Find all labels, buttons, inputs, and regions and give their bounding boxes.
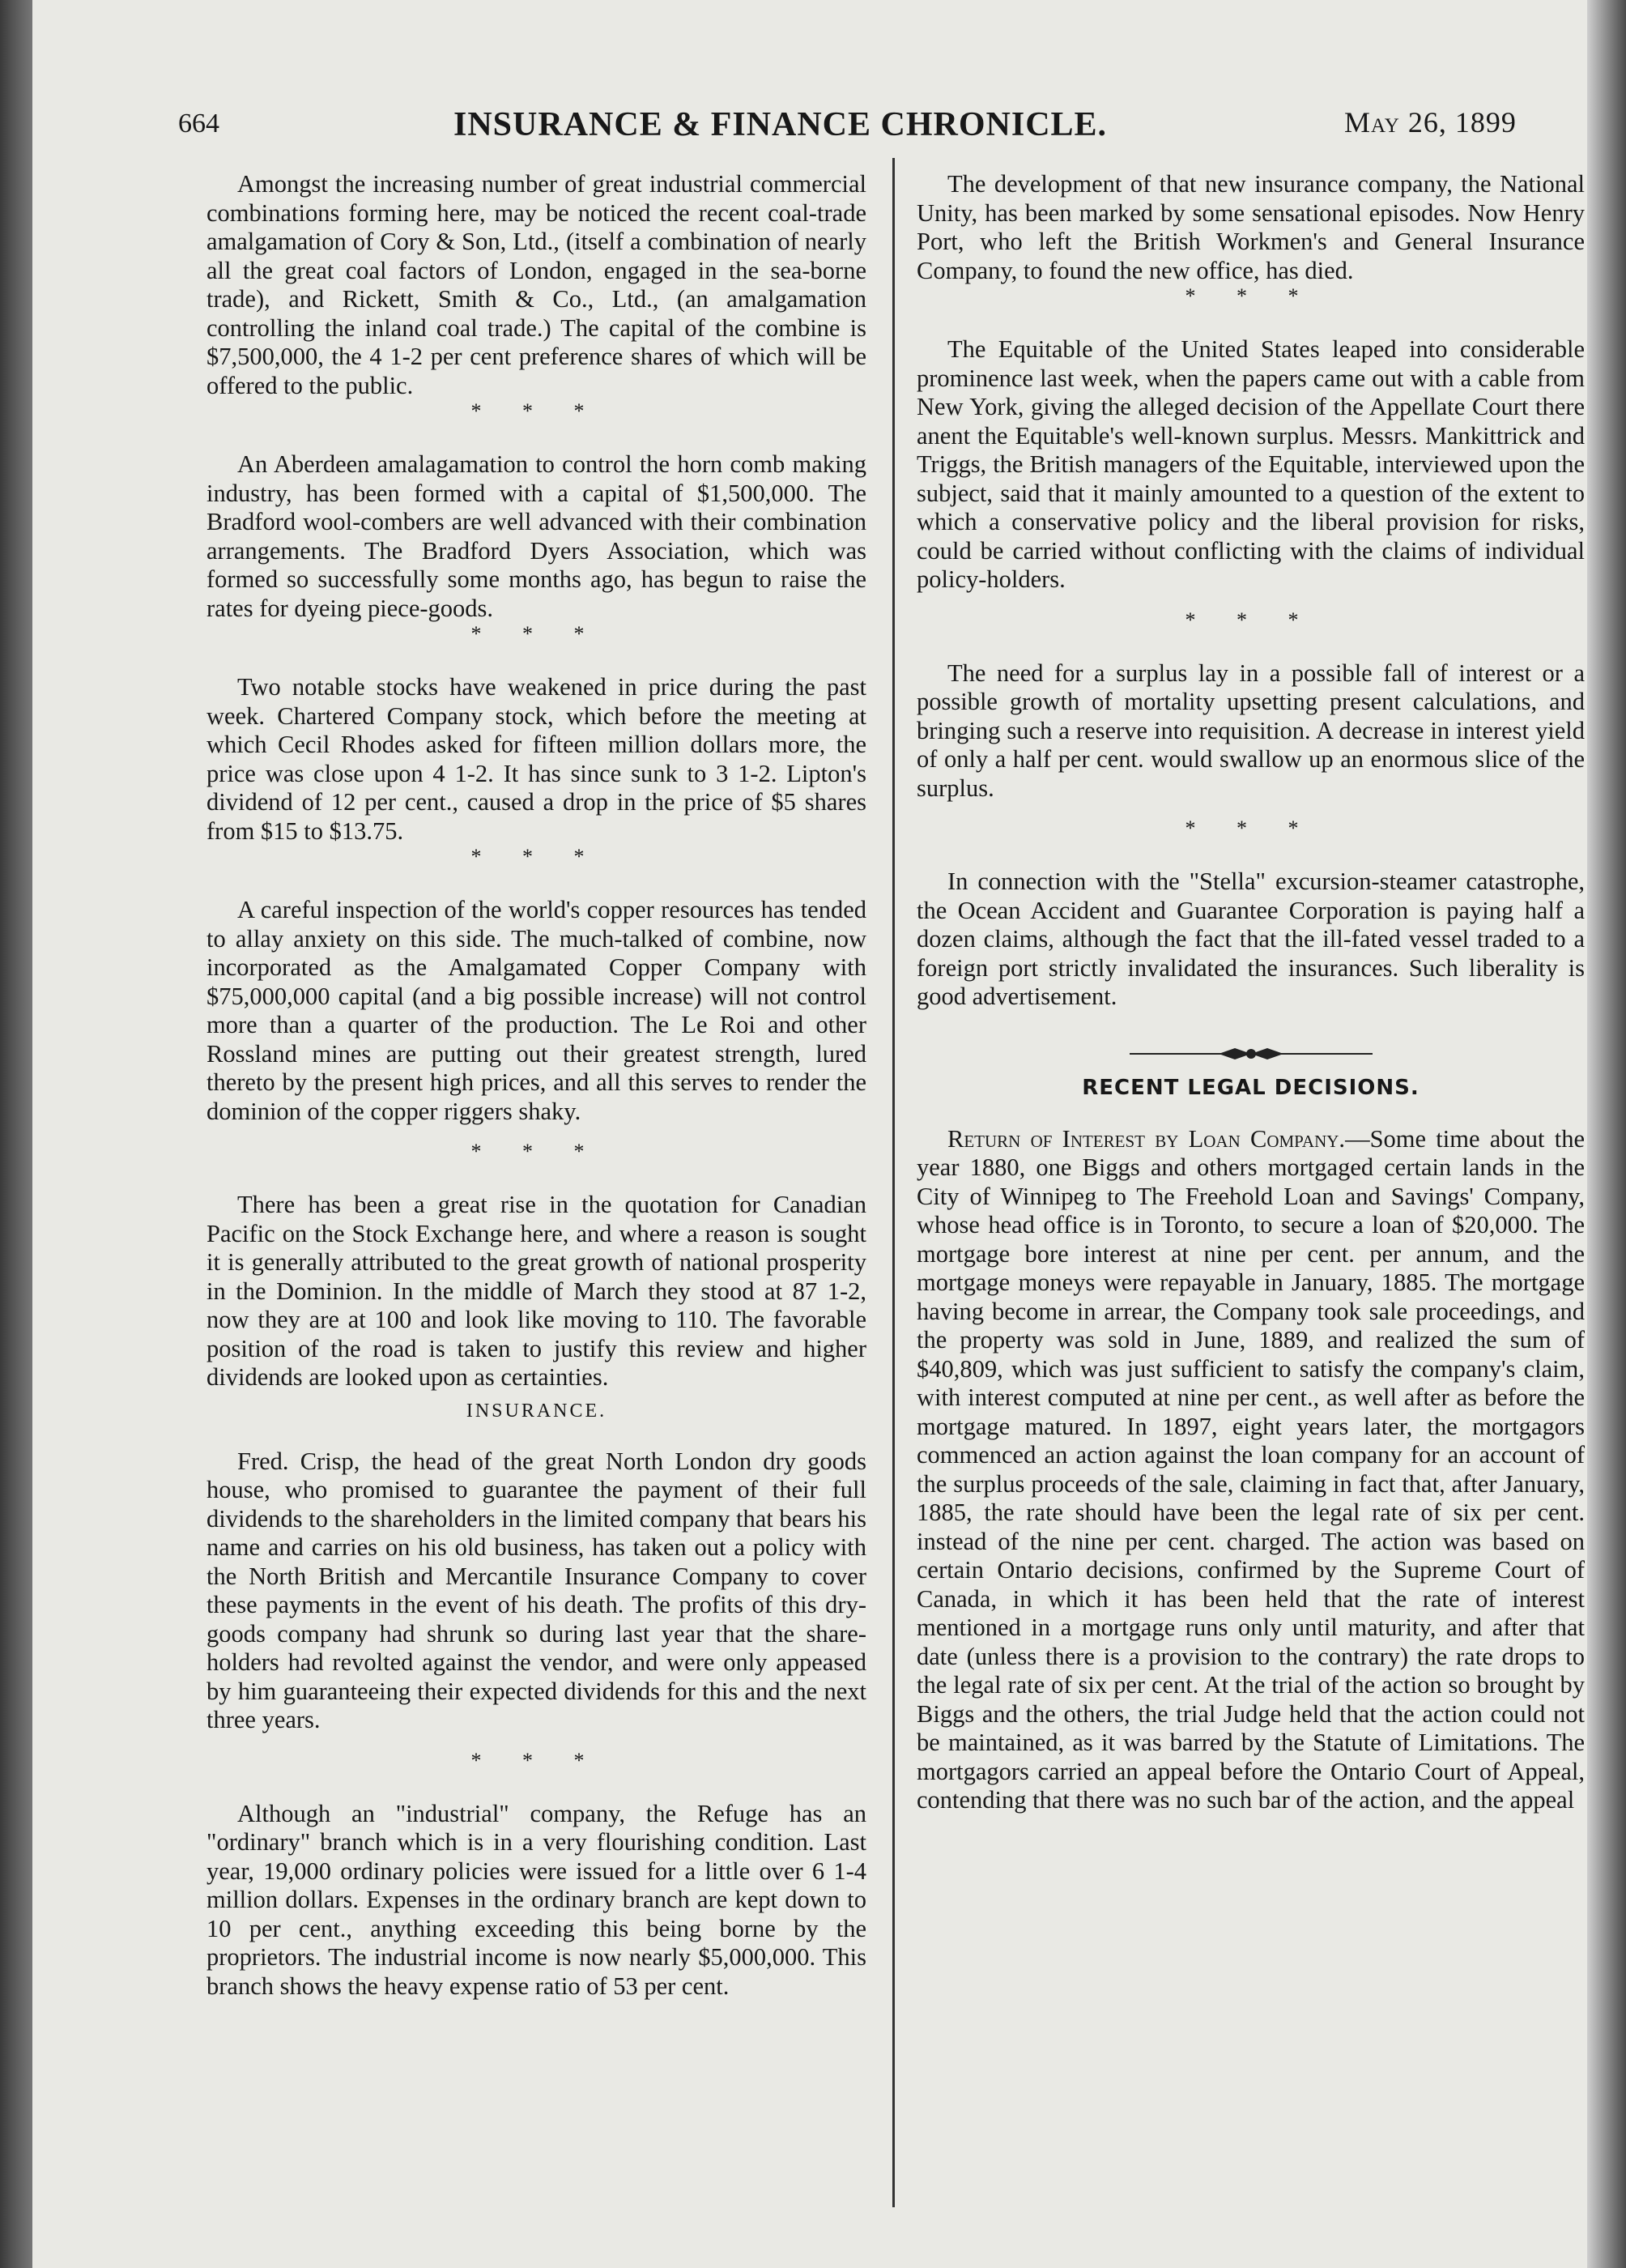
page-header	[178, 97, 1587, 146]
separator-stars: * * *	[470, 845, 602, 868]
column-rule	[892, 158, 895, 2207]
article-paragraph: The need for a surplus lay in a possible fall of interest or a possible growth of mortality upsetting present calculations, and bringing such a reserve into requisition. A decrease in interest yield of only a half per cent. would swallow up an enormous slice of the surplus.	[917, 659, 1585, 802]
article-paragraph: Amongst the increasing number of great industrial commercial combinations forming here, may be noticed the recent coal-trade amalgamation of Cory & Son, Ltd., (itself a combination of nearly all the great coal factors of London, engaged in the sea-borne trade), and Rickett, Smith & Co., Ltd., (an amalgamation controlling the inland coal trade.) The capital of the combine is $7,500,000, the 4 1-2 per cent preference shares of which will be offered to the public.	[206, 170, 866, 399]
right-column	[917, 170, 1585, 1815]
separator-stars: * * *	[1185, 608, 1317, 632]
article-paragraph: Although an "industrial" company, the Refuge has an "ordinary" branch which is in a very flourishing condition. Last year, 19,000 ordinary policies were issued for a little over 6 1-4 million dollars. Expenses in the ordinary branch are kept down to 10 per cent., anything exceeding this being borne by the proprietors. The industrial income is now nearly $5,000,000. This branch shows the heavy expense ratio of 53 per cent.	[206, 1799, 866, 2000]
section-heading-insurance: INSURANCE.	[466, 1400, 607, 1422]
article-paragraph: There has been a great rise in the quotation for Canadian Pacific on the Stock Exchange here, and where a reason is sought it is generally attributed to the great growth of national prosperity in the Dominion. In the middle of March they stood at 87 1-2, now they are at 100 and look like moving to 110. The favorable position of the road is taken to justify this review and higher dividends are looked upon as certainties.	[206, 1191, 866, 1391]
article-paragraph: A careful inspection of the world's copper resources has tended to allay anxiety on this side. The much-talked of combine, now incorporated as the Amalgamated Copper Company with $75,000,000 capital (and a big possible increase) will not control more than a quarter of the production. The Le Roi and other Rossland mines are putting out their greatest strength, lured thereto by the present high prices, and all this serves to render the dominion of the copper riggers shaky.	[206, 896, 866, 1125]
legal-case-body: —Some time about the year 1880, one Biggs and others mortgaged certain lands in the City of Winnipeg to The Freehold Loan and Savings' Company, whose head office is in Toronto, to secure a loan of $20,000. The mortgage bore interest at nine per cent. per annum, and the mortgage moneys were repayable in January, 1885. The mortgage having become in arrear, the Company took sale proceedings, and the property was sold in June, 1889, and realized the sum of $40,809, which was just sufficient to satisfy the company's claim, with interest computed at nine per cent., as well after as before the mortgage matured. In 1897, eight years later, the mortgagors commenced an action against the loan company for an account of the surplus proceeds of the sale, claiming in fact that, after January, 1885, the rate should have been the legal rate of six per cent. instead of the nine per cent. charged. The action was based on certain Ontario decisions, confirmed by the Supreme Court of Canada, in which it has been held that the rate of interest mentioned in a mortgage runs only until maturity, and after that date (unless there is a provision to the contrary) the rate drops to the legal rate of six per cent. At the trial of the action so brought by Biggs and the others, the trial Judge held that the action could not be maintained, as it was barred by the Statute of Limitations. The mortgagors carried an appeal before the Ontario Court of Appeal, contending that there was no such bar of the action, and the appeal	[917, 1124, 1585, 1814]
left-column	[206, 170, 866, 2001]
section-heading-legal: RECENT LEGAL DECISIONS.	[1082, 1075, 1420, 1100]
newspaper-page	[32, 0, 1587, 2268]
separator-stars: * * *	[470, 1748, 602, 1772]
scan-edge-left	[0, 0, 32, 2268]
page-number: 664	[178, 109, 219, 139]
issue-date: May 26, 1899	[1344, 106, 1517, 139]
separator-stars: * * *	[470, 622, 602, 646]
separator-stars: * * *	[1185, 284, 1317, 308]
separator-stars: * * *	[470, 399, 602, 423]
legal-paragraph	[917, 1125, 1585, 1815]
article-paragraph: The development of that new insurance company, the National Unity, has been marked by some sensational episodes. Now Henry Port, who left the British Workmen's and General Insurance Company, to found the new office, has died.	[917, 170, 1585, 284]
journal-title: INSURANCE & FINANCE CHRONICLE.	[453, 106, 1108, 143]
legal-case-title: Return of Interest by Loan Company.	[947, 1124, 1346, 1153]
scan-edge-right	[1587, 0, 1626, 2268]
article-paragraph: Fred. Crisp, the head of the great North London dry goods house, who promised to guarantee the payment of their full dividends to the shareholders in the limited company that bears his name and carries on his old business, has taken out a policy with the North British and Mercantile Insurance Company to cover these payments in the event of his death. The profits of this dry-goods company had shrunk so during last year that the share-holders had revolted against the vendor, and were only appeased by him guaranteeing their expected dividends for this and the next three years.	[206, 1447, 866, 1733]
article-paragraph: In connection with the "Stella" excursion-steamer catastrophe, the Ocean Accident and Guarantee Corporation is paying half a dozen claims, although the fact that the ill-fated vessel traded to a foreign port strictly invalidated the insurances. Such liberality is good advertisement.	[917, 868, 1585, 1010]
article-paragraph: Two notable stocks have weakened in price during the past week. Chartered Company stock, which before the meeting at which Cecil Rhodes asked for fifteen million dollars more, the price was close upon 4 1-2. It has since sunk to 3 1-2. Lipton's dividend of 12 per cent., caused a drop in the price of $5 shares from $15 to $13.75.	[206, 673, 866, 845]
article-paragraph: An Aberdeen amalagamation to control the horn comb making industry, has been formed with a capital of $1,500,000. The Bradford wool-combers are well advanced with their combination arrangements. The Bradford Dyers Association, which was formed so successfully some months ago, has begun to raise the rates for dyeing piece-goods.	[206, 450, 866, 622]
separator-stars: * * *	[470, 1140, 602, 1163]
ornament-rule	[1130, 1044, 1373, 1064]
separator-stars: * * *	[1185, 816, 1317, 840]
article-paragraph: The Equitable of the United States leaped into considerable prominence last week, when the papers came out with a cable from New York, giving the alleged decision of the Appellate Court there anent the Equitable's well-known surplus. Messrs. Mankittrick and Triggs, the British managers of the Equitable, interviewed upon the subject, said that it mainly amounted to a question of the extent to which a conservative policy and the liberal provision for risks, could be carried without conflicting with the claims of individual policy-holders.	[917, 335, 1585, 593]
